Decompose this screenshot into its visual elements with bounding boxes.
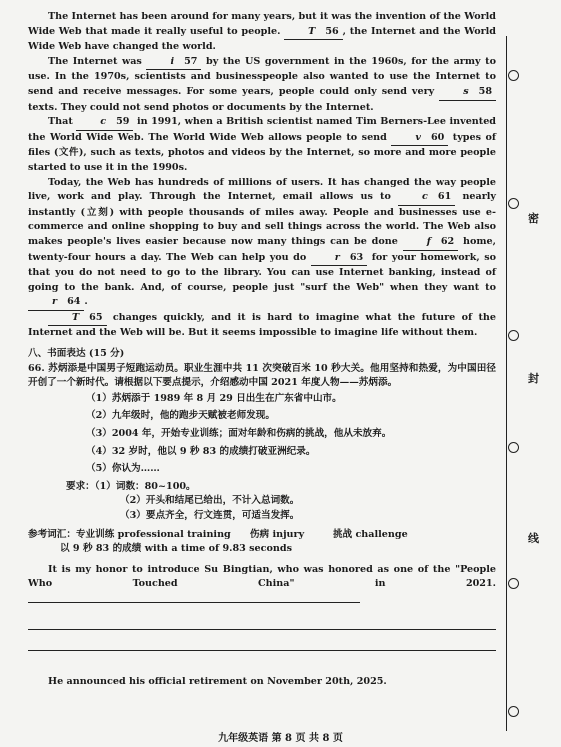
point-item: （2）九年级时，他的跑步天赋被老师发现。	[86, 410, 275, 422]
binding-hole	[508, 198, 519, 209]
paragraph-5: T 65 changes quickly, and it is hard to imagine what the future of the Internet and the Web will be. But it seems impossible to imagine life without them.	[28, 311, 496, 339]
section-heading: 八、书面表达 (15 分)	[28, 348, 125, 360]
point-item: （5）你认为……	[86, 463, 160, 475]
text: The Internet has been around for many years, but it was the invention of the World Wide Web that made it really useful to people.	[28, 11, 497, 37]
text: , the Internet and the World Wide Web have changed the world.	[28, 25, 497, 53]
point-item: （3）2004 年，开始专业训练；面对年龄和伤病的挑战，他从未放弃。	[86, 428, 392, 440]
answer-blank-65: T 65	[48, 311, 107, 327]
paragraph-4: Today, the Web has hundreds of millions of users. It has changed the way people live, work and play. Through the Internet, email allows us to c 61 nearly instantly (立刻) with people thousands of miles away. People and businesses use e-commerce and online shopping to buy and sell things across the world. The Web also makes people's lives easier because now many things can be done f 62 home, twenty-four hours a day. The Web can help you do r 63 for your homework, so that you do not need to go to the library. You can use Internet banking, instead of going to the bank. And, of course, people just "surf the Web" when they want to r 64 .	[28, 176, 496, 311]
requirement-item: （2）开头和结尾已给出，不计入总词数。	[120, 495, 300, 507]
answer-blank-61: c 61	[398, 190, 455, 206]
essay-closing: He announced his official retirement on November 20th, 2025.	[48, 675, 387, 687]
paragraph-1	[28, 10, 496, 55]
reference-vocab: 参考词汇：专业训练 professional training 伤病 injury 挑战 challenge	[28, 528, 408, 540]
point-item: （1）苏炳添于 1989 年 8 月 29 日出生在广东省中山市。	[86, 392, 342, 404]
requirements: 要求：（1）词数：80~100。	[66, 480, 196, 492]
seal-mark: 封	[528, 372, 539, 385]
requirement-item: （3）要点齐全，行文连贯，可适当发挥。	[120, 510, 300, 521]
binding-hole	[508, 330, 519, 341]
binding-hole	[508, 70, 519, 81]
seal-mark: 线	[528, 532, 539, 545]
seal-mark: 密	[528, 212, 539, 225]
answer-blank-59: c 59	[76, 115, 133, 131]
answer-blank-63: r 63	[311, 251, 367, 267]
reference-vocab-2: 以 9 秒 83 的成绩 with a time of 9.83 seconds	[60, 543, 292, 555]
answer-blank-58: s 58	[439, 85, 496, 101]
paragraph-2: The Internet was i 57 by the US government in the 1960s, for the army to use. In the 1970s, scientists and businesspeople also wanted to use the Internet to send and receive messages. For some years, people could only send very s 58 texts. They could not send photos or documents by the Internet.	[28, 55, 496, 113]
paragraph-3: That c 59 in 1991, when a British scientist named Tim Berners-Lee invented the World Wide Web. The World Wide Web allows people to send v 60 types of files (文件), such as texts, photos and videos by the Internet, so more and more people started to use it in the 1990s.	[28, 116, 497, 173]
answer-blank-60: v 60	[391, 131, 448, 147]
binding-hole	[508, 706, 519, 717]
writing-line[interactable]	[28, 650, 496, 651]
binding-rule	[506, 36, 507, 731]
page-footer: 九年级英语 第 8 页 共 8 页	[218, 733, 343, 744]
points-list	[86, 392, 496, 477]
answer-blank-56: T 56	[284, 25, 343, 41]
page-content	[28, 10, 496, 689]
binding-hole	[508, 578, 519, 589]
answer-blank-57: i 57	[146, 55, 201, 71]
answer-blank-62: f 62	[403, 235, 459, 251]
point-item: （4）32 岁时，他以 9 秒 83 的成绩打破亚洲纪录。	[86, 445, 316, 457]
writing-prompt: 66. 苏炳添是中国男子短跑运动员。职业生涯中共 11 次突破百米 10 秒大关。他用坚持和热爱，为中国田径开创了一个新时代。请根据以下要点提示，介绍感动中国 2021 年度人物——苏炳添。	[28, 362, 496, 389]
writing-line[interactable]	[28, 629, 496, 630]
answer-blank-64: r 64	[28, 295, 84, 311]
essay-opening: It is my honor to introduce Su Bingtian, who was honored as one of the "People Who Touched China" in 2021.	[28, 563, 496, 609]
binding-hole	[508, 442, 519, 453]
writing-line[interactable]	[28, 592, 360, 603]
